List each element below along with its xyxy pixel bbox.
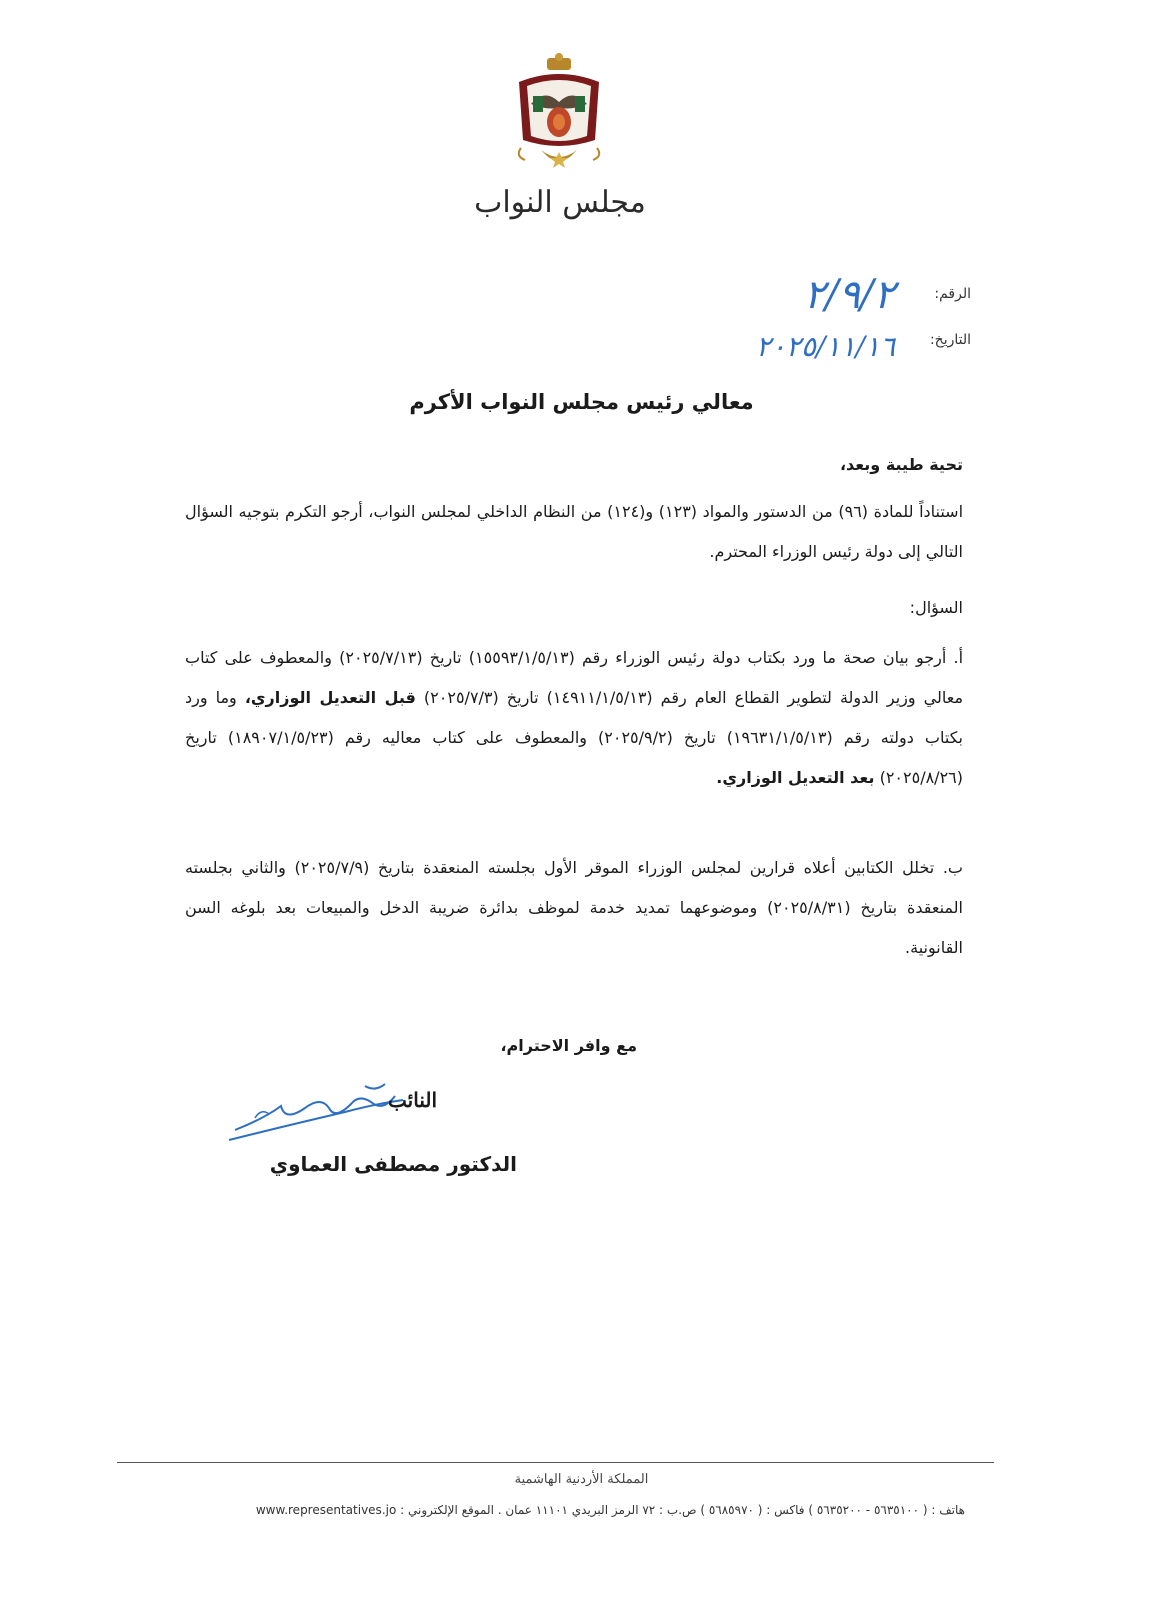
footer-contact: [150, 1503, 965, 1517]
item-a-bold-2: بعد التعديل الوزاري.: [716, 768, 875, 787]
footer-contact-text: هاتف : ( ٥٦٣٥١٠٠ - ٥٦٣٥٢٠٠ ) فاكس : ( ٥٦٨٥٩٧٠ ) ص.ب : ٧٢ الرمز البريدي ١١١٠١ عمان . الموقع الإلكتروني :: [400, 1503, 965, 1517]
footer-divider: [117, 1462, 994, 1463]
question-item-b: ب. تخلل الكتابين أعلاه قرارين لمجلس الوزراء الموقر الأول بجلسته المنعقدة بتاريخ (٢٠٢٥/٧/٩) والثاني بجلسته المنعقدة بتاريخ (٢٠٢٥/٨/٣١) وموضوعهما تمديد خدمة لموظف بدائرة ضريبة الدخل والمبيعات بعد بلوغه السن القانونية.: [185, 858, 963, 957]
council-logo-text: مجلس النواب: [474, 185, 646, 220]
addressee: معالي رئيس مجلس النواب الأكرم: [409, 390, 754, 414]
date-handwritten: ٢٠٢٥/١١/١٦: [755, 330, 895, 363]
signatory-name: الدكتور مصطفى العماوي: [269, 1152, 517, 1176]
item-a-text-2: وما ورد بكتاب دولته رقم (١٩٦٣١/١/٥/١٣) تاريخ (٢٠٢٥/٩/٢) والمعطوف على كتاب معاليه رقم (١٨٩٠٧/١/٥/٢٣) تاريخ (٢٠٢٥/٨/٢٦): [185, 688, 963, 787]
item-a-text-1: أ. أرجو بيان صحة ما ورد بكتاب دولة رئيس الوزراء رقم (١٥٥٩٣/١/٥/١٣) تاريخ (٢٠٢٥/٧/١٣) والمعطوف على كتاب معالي وزير الدولة لتطوير القطاع العام رقم (١٤٩١١/١/٥/١٣) تاريخ (٢٠٢٥/٧/٣): [185, 648, 964, 707]
closing: مع وافر الاحترام،: [500, 1036, 637, 1055]
intro-paragraph: استناداً للمادة (٩٦) من الدستور والمواد (١٢٣) و(١٢٤) من النظام الداخلي لمجلس النواب، أرجو التكرم بتوجيه السؤال التالي إلى دولة رئيس الوزراء المحترم.: [185, 502, 964, 561]
question-item-a: [185, 638, 963, 798]
ref-label: الرقم:: [934, 286, 971, 302]
jordan-coat-of-arms-icon: [511, 52, 607, 172]
greeting: تحية طيبة وبعد،: [839, 455, 963, 474]
signatory-title: النائب: [388, 1088, 437, 1112]
date-label: التاريخ:: [929, 332, 971, 348]
footer-kingdom: المملكة الأردنية الهاشمية: [514, 1472, 649, 1487]
ref-number-handwritten: ٢/٩/٢: [803, 272, 895, 318]
item-a-bold-1: قبل التعديل الوزاري،: [244, 688, 416, 707]
question-label: السؤال:: [909, 598, 963, 617]
footer-website-link[interactable]: www.representatives.jo: [255, 1503, 397, 1517]
